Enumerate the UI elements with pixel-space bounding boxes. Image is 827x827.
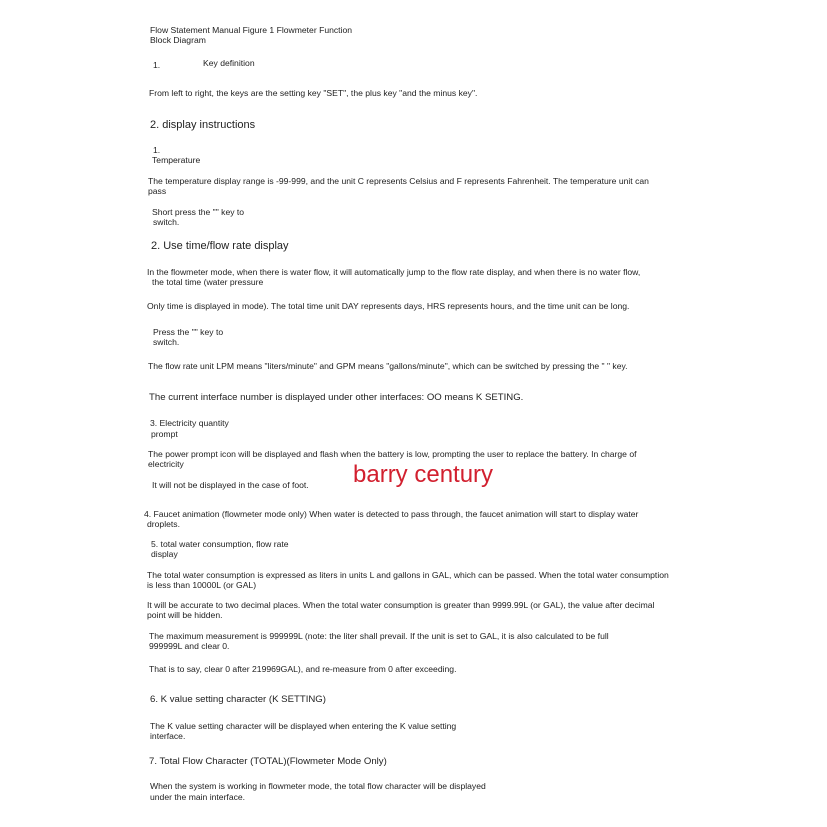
k-setting-heading: 6. K value setting character (K SETTING) (150, 694, 326, 705)
flow-text-3: The flow rate unit LPM means "liters/minute" and GPM means "gallons/minute", which can be switched by pressing the " " key. (148, 361, 628, 371)
temperature-text-2: pass (148, 186, 167, 196)
electricity-text-1a: The power prompt icon will be displayed and flash when the battery is low, prompting the user to replace the battery. In charge of (148, 449, 637, 459)
flow-text-1a: In the flowmeter mode, when there is water flow, it will automatically jump to the flow rate display, and when there is no water flow, (147, 267, 641, 277)
watermark-text: barry century (353, 461, 494, 488)
faucet-text-1: 4. Faucet animation (flowmeter mode only) When water is detected to pass through, the faucet animation will start to display water (144, 509, 639, 519)
consumption-text-1a: The total water consumption is expressed as liters in units L and gallons in GAL, which can be passed. When the total water consumption (147, 570, 669, 580)
faucet-text-2: droplets. (147, 519, 180, 529)
electricity-title-2: prompt (151, 429, 178, 439)
short-press-text-1: Short press the "" key to (152, 207, 245, 217)
consumption-text-2b: point will be hidden. (147, 610, 223, 620)
electricity-text-1b: electricity (148, 459, 184, 469)
k-setting-text-1: The K value setting character will be displayed when entering the K value setting (150, 721, 457, 731)
short-press-text-2: switch. (153, 217, 180, 227)
press-key-text-2: switch. (153, 337, 180, 347)
consumption-title-2: display (151, 549, 178, 559)
k-setting-text-2: interface. (150, 731, 186, 741)
total-flow-heading: 7. Total Flow Character (TOTAL)(Flowmeter Mode Only) (149, 756, 387, 767)
consumption-text-2a: It will be accurate to two decimal places. When the total water consumption is greater than 9999.99L (or GAL), the value after decimal (147, 600, 655, 610)
electricity-text-2: It will not be displayed in the case of foot. (152, 480, 309, 490)
flow-text-4: The current interface number is displayed under other interfaces: OO means K SETING. (149, 392, 524, 403)
consumption-title-1: 5. total water consumption, flow rate (151, 539, 289, 549)
header-line-1: Flow Statement Manual Figure 1 Flowmeter Function (150, 25, 353, 35)
key-section-title: Key definition (203, 58, 255, 68)
consumption-text-4: That is to say, clear 0 after 219969GAL), and re-measure from 0 after exceeding. (149, 664, 457, 674)
temperature-text-1: The temperature display range is -99-999, and the unit C represents Celsius and F represents Fahrenheit. The temperature unit can (148, 176, 649, 186)
key-section-number: 1. (153, 60, 161, 70)
total-flow-text-1: When the system is working in flowmeter mode, the total flow character will be displayed (150, 781, 486, 791)
consumption-text-3b: 999999L and clear 0. (149, 641, 230, 651)
key-definition-text: From left to right, the keys are the setting key "SET", the plus key "and the minus key". (149, 88, 478, 98)
flow-rate-heading: 2. Use time/flow rate display (151, 240, 289, 252)
total-flow-text-2: under the main interface. (150, 792, 246, 802)
flow-text-1b: the total time (water pressure (152, 277, 264, 287)
header-line-2: Block Diagram (150, 35, 206, 45)
temperature-title: Temperature (152, 155, 201, 165)
press-key-text-1: Press the "" key to (153, 327, 224, 337)
display-instructions-heading: 2. display instructions (150, 119, 256, 131)
consumption-text-1b: is less than 10000L (or GAL) (147, 580, 257, 590)
electricity-title-1: 3. Electricity quantity (150, 418, 229, 428)
consumption-text-3a: The maximum measurement is 999999L (note: the liter shall prevail. If the unit is set to GAL, it is also calculated to be full (149, 631, 609, 641)
temperature-number: 1. (153, 145, 161, 155)
flow-text-2: Only time is displayed in mode). The total time unit DAY represents days, HRS represents hours, and the time unit can be long. (147, 301, 630, 311)
